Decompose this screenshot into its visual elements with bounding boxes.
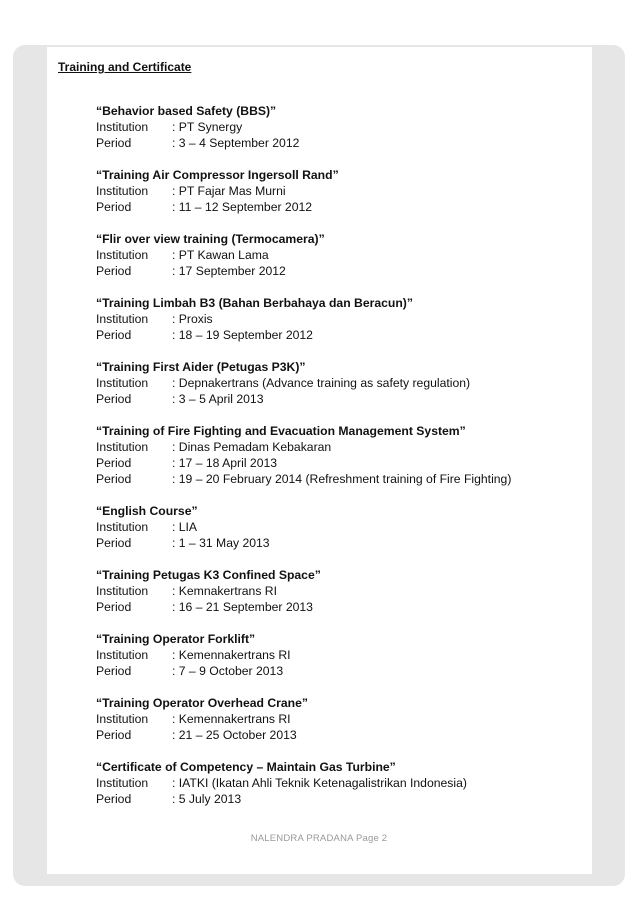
detail-label: Period — [96, 136, 132, 150]
training-entry — [96, 231, 566, 279]
training-detail-row — [96, 135, 566, 151]
training-detail-row — [96, 327, 566, 343]
training-title: “Training Limbah B3 (Bahan Berbahaya dan Beracun)” — [96, 296, 413, 310]
detail-value: : 11 – 12 September 2012 — [172, 200, 313, 214]
detail-value: : 17 – 18 April 2013 — [172, 456, 278, 470]
training-entry — [96, 503, 566, 551]
detail-label: Institution — [96, 312, 149, 326]
detail-label: Institution — [96, 520, 149, 534]
training-entry — [96, 103, 566, 151]
detail-value: : 1 – 31 May 2013 — [172, 536, 270, 550]
detail-label: Institution — [96, 248, 149, 262]
training-detail-row — [96, 455, 566, 471]
training-detail-row — [96, 375, 566, 391]
detail-value: : Proxis — [172, 312, 213, 326]
training-detail-row — [96, 247, 566, 263]
detail-value: : Kemennakertrans RI — [172, 648, 291, 662]
training-detail-row — [96, 199, 566, 215]
detail-value: : 21 – 25 October 2013 — [172, 728, 297, 742]
training-detail-row — [96, 647, 566, 663]
training-title: “Flir over view training (Termocamera)” — [96, 232, 325, 246]
training-entry — [96, 167, 566, 215]
detail-label: Institution — [96, 440, 149, 454]
training-title: “Training Operator Forklift” — [96, 632, 256, 646]
training-detail-row — [96, 391, 566, 407]
training-entry — [96, 567, 566, 615]
detail-label: Period — [96, 392, 132, 406]
training-title: “Training Operator Overhead Crane” — [96, 696, 308, 710]
detail-value: : 3 – 4 September 2012 — [172, 136, 300, 150]
training-title: “English Course” — [96, 504, 198, 518]
training-detail-row — [96, 663, 566, 679]
training-detail-row — [96, 599, 566, 615]
training-title: “Behavior based Safety (BBS)” — [96, 104, 277, 118]
detail-label: Period — [96, 536, 132, 550]
detail-label: Period — [96, 264, 132, 278]
detail-label: Institution — [96, 648, 149, 662]
training-entry — [96, 359, 566, 407]
detail-value: : 16 – 21 September 2013 — [172, 600, 313, 614]
page-footer: NALENDRA PRADANA Page 2 — [250, 833, 388, 844]
training-detail-row — [96, 791, 566, 807]
training-entry — [96, 695, 566, 743]
training-entry — [96, 423, 566, 487]
detail-label: Period — [96, 728, 132, 742]
training-entry — [96, 295, 566, 343]
training-detail-row — [96, 775, 566, 791]
training-list — [96, 103, 566, 823]
detail-label: Institution — [96, 184, 149, 198]
detail-value: : 7 – 9 October 2013 — [172, 664, 284, 678]
training-detail-row — [96, 119, 566, 135]
section-title: Training and Certificate — [58, 60, 192, 74]
detail-label: Institution — [96, 776, 149, 790]
training-detail-row — [96, 311, 566, 327]
detail-value: : Depnakertrans (Advance training as safety regulation) — [172, 376, 471, 390]
training-title: “Training Air Compressor Ingersoll Rand” — [96, 168, 339, 182]
training-detail-row — [96, 519, 566, 535]
detail-value: : 17 September 2012 — [172, 264, 286, 278]
detail-label: Period — [96, 600, 132, 614]
detail-label: Period — [96, 472, 132, 486]
training-entry — [96, 631, 566, 679]
detail-value: : Kemennakertrans RI — [172, 712, 291, 726]
detail-label: Period — [96, 328, 132, 342]
training-title: “Training of Fire Fighting and Evacuation Management System” — [96, 424, 466, 438]
detail-label: Institution — [96, 584, 149, 598]
detail-label: Period — [96, 664, 132, 678]
detail-value: : 18 – 19 September 2012 — [172, 328, 313, 342]
detail-label: Institution — [96, 376, 149, 390]
detail-value: : Kemnakertrans RI — [172, 584, 277, 598]
detail-label: Period — [96, 792, 132, 806]
detail-label: Period — [96, 200, 132, 214]
detail-value: : 3 – 5 April 2013 — [172, 392, 264, 406]
detail-label: Institution — [96, 712, 149, 726]
detail-value: : IATKI (Ikatan Ahli Teknik Ketenagalistrikan Indonesia) — [172, 776, 467, 790]
detail-value: : 5 July 2013 — [172, 792, 242, 806]
detail-value: : PT Kawan Lama — [172, 248, 269, 262]
training-detail-row — [96, 535, 566, 551]
detail-value: : PT Fajar Mas Murni — [172, 184, 286, 198]
detail-value: : Dinas Pemadam Kebakaran — [172, 440, 332, 454]
detail-value: : 19 – 20 February 2014 (Refreshment training of Fire Fighting) — [172, 472, 512, 486]
training-detail-row — [96, 471, 566, 487]
detail-value: : LIA — [172, 520, 198, 534]
training-title: “Training Petugas K3 Confined Space” — [96, 568, 321, 582]
training-detail-row — [96, 727, 566, 743]
detail-label: Institution — [96, 120, 149, 134]
training-title: “Training First Aider (Petugas P3K)” — [96, 360, 306, 374]
training-title: “Certificate of Competency – Maintain Gas Turbine” — [96, 760, 396, 774]
training-detail-row — [96, 583, 566, 599]
training-entry — [96, 759, 566, 807]
training-detail-row — [96, 183, 566, 199]
training-detail-row — [96, 711, 566, 727]
training-detail-row — [96, 439, 566, 455]
detail-value: : PT Synergy — [172, 120, 243, 134]
detail-label: Period — [96, 456, 132, 470]
training-detail-row — [96, 263, 566, 279]
